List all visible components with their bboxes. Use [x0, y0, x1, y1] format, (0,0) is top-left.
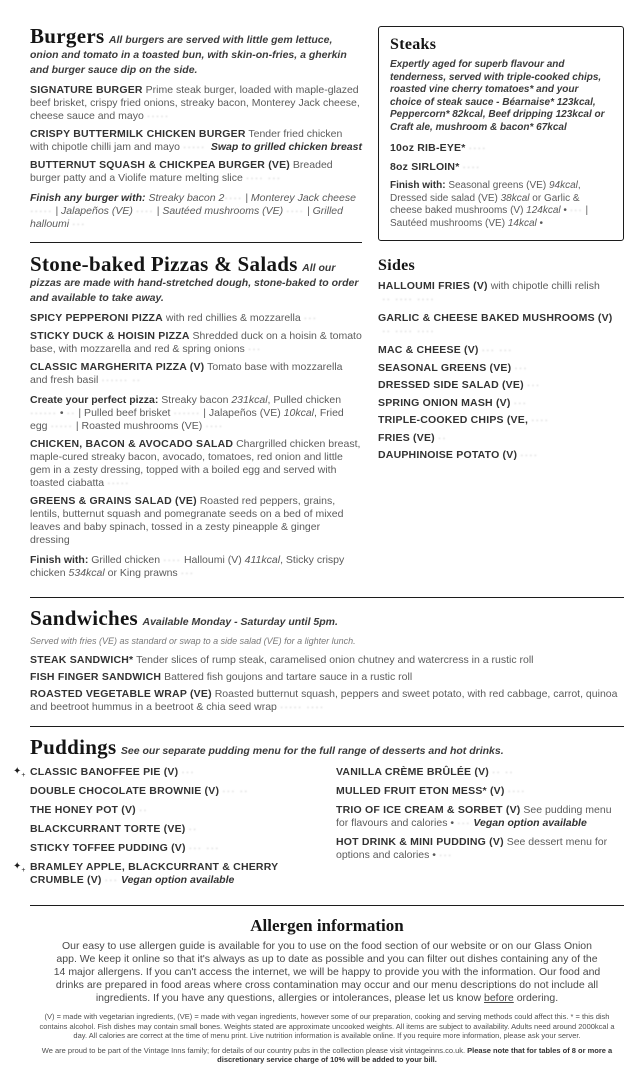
- item-desc: Battered fish goujons and tartare sauce in a rustic roll: [164, 671, 413, 683]
- section-divider: [30, 726, 624, 727]
- item-name: ROASTED VEGETABLE WRAP (VE): [30, 688, 212, 700]
- vegan-option-note: Vegan option available: [473, 817, 587, 829]
- item-name: VANILLA CRÈME BRÛLÉE (V): [336, 766, 489, 778]
- item-name: CHICKEN, BACON & AVOCADO SALAD: [30, 438, 234, 450]
- section-divider: [30, 905, 624, 906]
- item-name: SIGNATURE BURGER: [30, 84, 143, 96]
- item-price-faded: ···: [181, 766, 195, 778]
- menu-item: [30, 688, 624, 714]
- burgers-finish-options: Finish any burger with: Streaky bacon 2···· | Monterey Jack cheese ····· | Jalapeños (VE) ···· | Sautéed mushrooms (VE) ···· | Grilled halloumi ···: [30, 192, 356, 230]
- item-name: TRIO OF ICE CREAM & SORBET (V): [336, 804, 521, 816]
- sandwiches-title: Sandwiches: [30, 606, 139, 630]
- steaks-title: Steaks: [390, 36, 437, 53]
- menu-item: [30, 438, 362, 490]
- menu-item: [13, 861, 318, 887]
- item-name: STICKY TOFFEE PUDDING (V): [30, 842, 186, 854]
- section-puddings: [13, 735, 624, 893]
- item-desc: Chargrilled chicken breast, maple-cured streaky bacon, avocado, tomatoes, red onion and little gem in a zesty dressing, topped with a boiled egg and served with toasted ciabatta: [30, 438, 361, 489]
- right-column: [378, 26, 624, 467]
- item-price-faded: ··: [437, 431, 447, 444]
- puddings-intro: See our separate pudding menu for the full range of desserts and hot drinks.: [120, 745, 504, 757]
- menu-item: [336, 836, 624, 862]
- item-price-faded: ····: [462, 161, 481, 173]
- top-columns: [30, 26, 624, 585]
- burgers-title: Burgers: [30, 24, 105, 48]
- menu-item: [378, 312, 624, 336]
- menu-item: [13, 766, 318, 780]
- item-name: TRIPLE-COOKED CHIPS (VE,: [378, 414, 529, 426]
- menu-item: [30, 84, 362, 123]
- sandwiches-intro: Available Monday - Saturday until 5pm.: [142, 616, 338, 628]
- section-divider: [30, 242, 362, 243]
- item-price-faded: ·····: [182, 141, 206, 153]
- sparkle-icon: $✦_+$: [13, 861, 26, 875]
- item-price-faded: ··· ··: [222, 785, 249, 797]
- item-desc: with chipotle chilli relish: [490, 280, 600, 292]
- section-sandwiches: [30, 608, 624, 714]
- allergen-title: Allergen information: [250, 916, 404, 935]
- menu-item: [336, 785, 624, 798]
- menu-item: [378, 432, 624, 445]
- allergen-small-print: (V) = made with vegetarian ingredients, (VE) = made with vegan ingredients, however some of our preparation, cooking and serving methods could affect this. * = this dish contains alcohol. Fish dishes may contain small bones. Weights stated are approximate uncooked weights. All items are subject to availability. Adults need around 2000kcal a day. All calories are correct at the time of menu print. Live nutrition information is available online. If you require more information, please ask your server.: [39, 1012, 615, 1040]
- menu-item: [30, 495, 362, 547]
- section-sides: [378, 259, 624, 462]
- menu-item: [378, 379, 624, 392]
- item-name: SEASONAL GREENS (VE): [378, 361, 512, 374]
- item-price-faded: ·· ···· ····: [382, 293, 435, 305]
- section-divider: [30, 597, 624, 598]
- item-desc: See dessert menu for options and calories •: [336, 836, 608, 861]
- item-price-faded: ···· ···: [245, 172, 282, 184]
- item-name: SPRING ONION MASH (V): [378, 396, 511, 409]
- section-allergen-info: [30, 916, 624, 1065]
- item-name: 10oz RIB-EYE*: [390, 142, 466, 154]
- item-price-faded: ···: [104, 874, 119, 886]
- item-price-faded: ··· ···: [481, 344, 513, 356]
- item-desc: See pudding menu for flavours and calories •: [336, 804, 612, 829]
- item-name: GARLIC & CHEESE BAKED MUSHROOMS (V): [378, 312, 613, 324]
- allergen-paragraph: Our easy to use allergen guide is available for you to use on the food section of our website or on our Glass Onion app. We keep it online so that it's always as up to date as possible and you can filter out dishes containing any of the 14 major allergens. If you can't access the internet, we will be happy to provide you with the information. Our food and drinks are prepared in food areas where cross contamination may occur and our menu descriptions do not include all ingredients. If you have any questions, allergies or intolerances, please let us know before ordering.: [53, 940, 601, 1004]
- burgers-header: [30, 26, 362, 77]
- item-name: FRIES (VE): [378, 431, 435, 444]
- menu-item: [30, 159, 362, 185]
- vegan-option-note: Vegan option available: [120, 874, 235, 886]
- menu-item: [336, 804, 624, 830]
- menu-item: [30, 361, 362, 387]
- item-name: BLACKCURRANT TORTE (VE): [30, 823, 186, 835]
- menu-item: [30, 330, 362, 356]
- pizzas-intro: All our pizzas are made with hand-stretched dough, stone-baked to order and available to take away.: [30, 262, 359, 304]
- item-name: DRESSED SIDE SALAD (VE): [378, 379, 524, 391]
- item-name: HALLOUMI FRIES (V): [378, 280, 488, 292]
- item-name: CLASSIC MARGHERITA PIZZA (V): [30, 361, 205, 373]
- item-price-faded: ··· ···: [188, 842, 220, 854]
- left-column: [30, 26, 362, 585]
- burgers-intro: All burgers are served with little gem lettuce, onion and tomato in a toasted bun, with skin-on-fries, a gherkin and burger sauce dip on the side.: [30, 34, 347, 76]
- steaks-intro: Expertly aged for superb flavour and tenderness, served with triple-cooked chips, roasted vine cherry tomatoes* and your choice of steak sauce - Béarnaise* 123kcal, Peppercorn* 82kcal, Beef dripping 123kcal or Craft ale, mushroom & bacon* 67kcal: [390, 59, 605, 133]
- item-name: FISH FINGER SANDWICH: [30, 671, 162, 683]
- item-name: BUTTERNUT SQUASH & CHICKPEA BURGER (VE): [30, 159, 290, 171]
- sides-title: Sides: [378, 257, 416, 274]
- menu-item: [378, 414, 624, 427]
- item-name: HOT DRINK & MINI PUDDING (V): [336, 836, 504, 848]
- steaks-finish-options: Finish with: Seasonal greens (VE) 94kcal, Dressed side salad (VE) 38kcal or Garlic & cheese baked mushrooms (V) 124kcal • ··· | Sautéed mushrooms (VE) 14kcal •: [390, 180, 589, 229]
- item-name: STEAK SANDWICH*: [30, 654, 134, 666]
- item-price-faded: ··: [188, 823, 198, 835]
- sparkle-icon: $✦_+$: [13, 766, 26, 780]
- item-desc: Tomato base with mozzarella and fresh basil: [30, 361, 343, 386]
- sandwiches-header: [30, 608, 624, 629]
- item-price-faded: ····: [530, 414, 549, 426]
- menu-item: [30, 823, 318, 836]
- item-desc: Tender fried chicken with chipotle chilli jam and mayo: [30, 128, 343, 153]
- puddings-right-column: [336, 766, 624, 893]
- item-name: CLASSIC BANOFFEE PIE (V): [30, 766, 179, 778]
- item-name: DAUPHINOISE POTATO (V): [378, 449, 518, 461]
- menu-item: [30, 654, 624, 667]
- puddings-columns: [13, 766, 624, 893]
- menu-item: [378, 397, 624, 410]
- item-price-faded: ······ ··: [101, 374, 142, 386]
- item-swap-note: Swap to grilled chicken breast: [210, 141, 362, 153]
- item-name: 8oz SIRLOIN*: [390, 161, 460, 173]
- menu-item: [390, 142, 612, 155]
- footer-note: We are proud to be part of the Vintage Inns family; for details of our country pubs in the collection please visit vintageinns.co.uk. Please note that for tables of 8 or more a discretionary service charge of 10% will be added to your bill.: [41, 1045, 613, 1064]
- pizzas-header: [30, 254, 362, 305]
- item-desc: Prime steak burger, loaded with maple-glazed beef brisket, crispy fried onions, streaky bacon, Monterey Jack cheese, cheese sauce and mayo: [30, 84, 360, 122]
- menu-item: [30, 804, 318, 817]
- item-name: SPICY PEPPERONI PIZZA: [30, 312, 163, 324]
- item-desc: with red chillies & mozzarella: [165, 312, 301, 324]
- item-price-faded: ···: [438, 849, 453, 861]
- menu-item: [336, 766, 624, 779]
- item-price-faded: ·····: [107, 477, 130, 489]
- puddings-title: Puddings: [30, 735, 117, 759]
- section-burgers: [30, 26, 362, 231]
- item-price-faded: ···: [514, 361, 528, 374]
- item-price-faded: ····: [507, 785, 526, 797]
- item-desc: Shredded duck on a hoisin & tomato base, with mozzarella and red & spring onions: [30, 330, 362, 355]
- item-name: STICKY DUCK & HOISIN PIZZA: [30, 330, 190, 342]
- item-price-faded: ·· ···· ····: [382, 325, 435, 337]
- menu-item: [30, 312, 362, 325]
- menu-item: [378, 362, 624, 375]
- item-price-faded: ····: [468, 142, 487, 154]
- item-name: DOUBLE CHOCOLATE BROWNIE (V): [30, 785, 220, 797]
- menu-item: [378, 280, 624, 304]
- pizzas-title: Stone-baked Pizzas & Salads: [30, 252, 298, 276]
- item-price-faded: ···: [303, 312, 318, 324]
- menu-item: [378, 449, 624, 462]
- item-price-faded: ··: [138, 804, 148, 816]
- item-name: MAC & CHEESE (V): [378, 344, 479, 356]
- menu-item: [390, 161, 612, 174]
- item-name: GREENS & GRAINS SALAD (VE): [30, 495, 197, 507]
- item-desc: Roasted butternut squash, peppers and sweet potato, with red cabbage, carrot, quinoa and beetroot hummus in a beetroot & chia seed wrap: [30, 688, 618, 713]
- create-your-pizza-options: Create your perfect pizza: Streaky bacon 231kcal, Pulled chicken ······ • ·· | Pulled beef brisket ······ | Jalapeños (VE) 10kcal, Fried egg ····· | Roasted mushrooms (VE) ····: [30, 394, 344, 432]
- salads-finish-options: Finish with: Grilled chicken ···· Halloumi (V) 411kcal, Sticky crispy chicken 534kcal or King prawns ···: [30, 554, 345, 579]
- menu-item: [30, 842, 318, 855]
- menu-item: [378, 344, 624, 357]
- menu-item: [30, 785, 318, 798]
- steaks-box: [378, 26, 624, 241]
- section-pizzas-salads: [30, 254, 362, 580]
- sides-header: [378, 259, 624, 273]
- puddings-header: [30, 737, 624, 758]
- menu-item: [30, 671, 624, 684]
- item-price-faded: ···: [526, 379, 541, 391]
- item-name: THE HONEY POT (V): [30, 804, 136, 816]
- item-price-faded: ·· ··: [491, 766, 514, 778]
- item-desc: Breaded burger patty and a Violife mature melting slice: [30, 159, 333, 184]
- item-name: MULLED FRUIT ETON MESS* (V): [336, 785, 505, 797]
- item-price-faded: ···: [513, 396, 527, 409]
- item-price-faded: ····: [520, 449, 539, 461]
- puddings-left-column: [13, 766, 318, 893]
- item-desc: Roasted red peppers, grains, lentils, butternut squash and pomegranate seeds on a bed of mixed leaves and baby spinach, tossed in a zesty pineapple & ginger dressing: [30, 495, 344, 546]
- item-desc: Tender slices of rump steak, caramelised onion chutney and watercress in a rustic roll: [136, 654, 534, 666]
- item-price-faded: ···: [247, 343, 262, 355]
- sandwiches-subnote: Served with fries (VE) as standard or swap to a side salad (VE) for a lighter lunch.: [30, 636, 356, 646]
- item-name: BRAMLEY APPLE, BLACKCURRANT & CHERRY CRUMBLE (V): [30, 861, 279, 886]
- item-price-faded: ·····: [146, 110, 170, 122]
- menu-item: [30, 128, 362, 154]
- item-price-faded: ····· ····: [279, 701, 325, 713]
- item-name: CRISPY BUTTERMILK CHICKEN BURGER: [30, 128, 246, 140]
- item-price-faded: ···: [457, 817, 471, 829]
